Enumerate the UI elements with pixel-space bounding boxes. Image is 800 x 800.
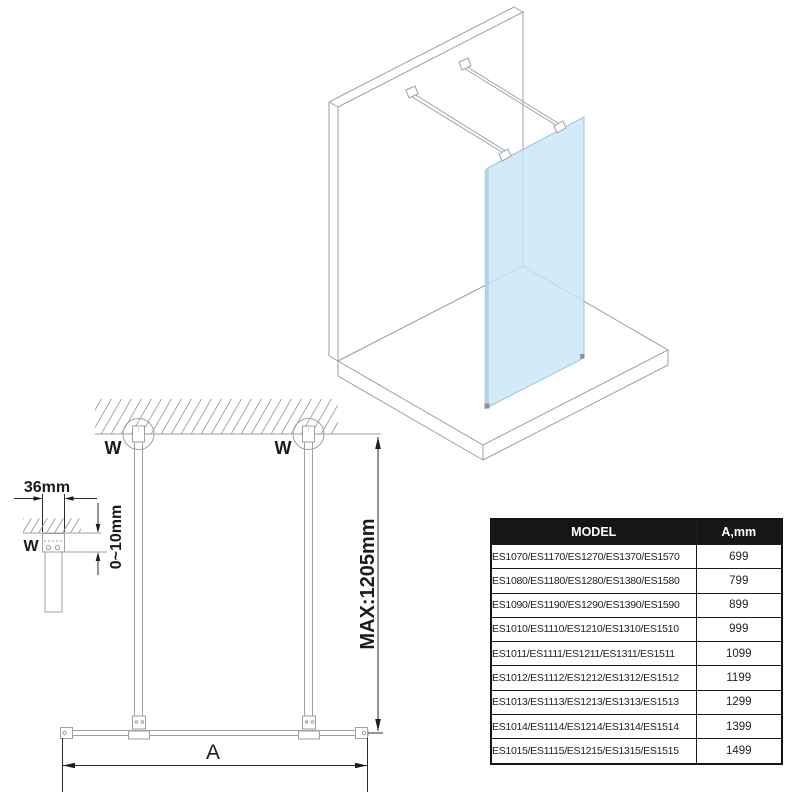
- detail-wall-hatching: [14, 517, 88, 534]
- adjustment-label: 0~10mm: [108, 504, 125, 570]
- table-row: [491, 739, 782, 764]
- detail-view: [14, 479, 125, 612]
- isometric-view: [329, 7, 668, 460]
- wall-anchor-label-left: W: [104, 438, 122, 458]
- bracket-width-label: 36mm: [23, 479, 71, 496]
- table-row: [491, 617, 782, 641]
- spec-table: [490, 518, 783, 765]
- max-height-dimension: [357, 437, 383, 733]
- table-row: [491, 642, 782, 666]
- table-row: [491, 593, 782, 617]
- table-row: [491, 666, 782, 690]
- model-cell: ES1070/ES1170/ES1270/ES1370/ES1570: [491, 545, 696, 569]
- detail-anchor-label: W: [23, 538, 39, 555]
- model-cell: ES1012/ES1112/ES1212/ES1312/ES1512: [491, 666, 696, 690]
- a-mm-cell: 1399: [696, 714, 782, 738]
- header-model: MODEL: [491, 519, 696, 545]
- detail-bracket: [43, 534, 65, 553]
- header-a-mm: A,mm: [696, 519, 782, 545]
- max-height-label: MAX:1205mm: [357, 518, 379, 650]
- model-size-table: [490, 518, 783, 765]
- width-dim-label: A: [205, 741, 221, 764]
- a-mm-cell: 699: [696, 545, 782, 569]
- table-row: [491, 714, 782, 738]
- a-mm-cell: 899: [696, 593, 782, 617]
- model-cell: ES1080/ES1180/ES1280/ES1380/ES1580: [491, 569, 696, 593]
- table-header-row: [491, 519, 782, 545]
- model-cell: ES1011/ES1111/ES1211/ES1311/ES1511: [491, 642, 696, 666]
- a-mm-cell: 1299: [696, 690, 782, 714]
- table-row: [491, 545, 782, 569]
- glass-foot-back: [580, 354, 585, 359]
- a-mm-cell: 1099: [696, 642, 782, 666]
- model-cell: ES1090/ES1190/ES1290/ES1390/ES1590: [491, 593, 696, 617]
- elevation-bar-right: [305, 434, 313, 718]
- model-cell: ES1015/ES1115/ES1215/ES1315/ES1515: [491, 739, 696, 764]
- glass-edge-bar: [62, 731, 368, 736]
- elevation-view: [61, 398, 384, 792]
- table-row: [491, 569, 782, 593]
- elevation-bar-left: [135, 434, 143, 718]
- a-mm-cell: 1199: [696, 666, 782, 690]
- model-cell: ES1014/ES1114/ES1214/ES1314/ES1514: [491, 714, 696, 738]
- table-row: [491, 690, 782, 714]
- a-mm-cell: 799: [696, 569, 782, 593]
- a-mm-cell: 1499: [696, 739, 782, 764]
- connector-plate-left: [129, 731, 150, 739]
- model-cell: ES1010/ES1110/ES1210/ES1310/ES1510: [491, 617, 696, 641]
- adjustment-dimension: [96, 503, 125, 575]
- glass-foot-front: [485, 404, 490, 409]
- a-mm-cell: 999: [696, 617, 782, 641]
- width-dimension: [63, 738, 368, 792]
- model-cell: ES1013/ES1113/ES1213/ES1313/ES1513: [491, 690, 696, 714]
- wall-anchor-label-right: W: [274, 438, 292, 458]
- connector-plate-right: [299, 731, 320, 739]
- detail-bar: [45, 552, 62, 612]
